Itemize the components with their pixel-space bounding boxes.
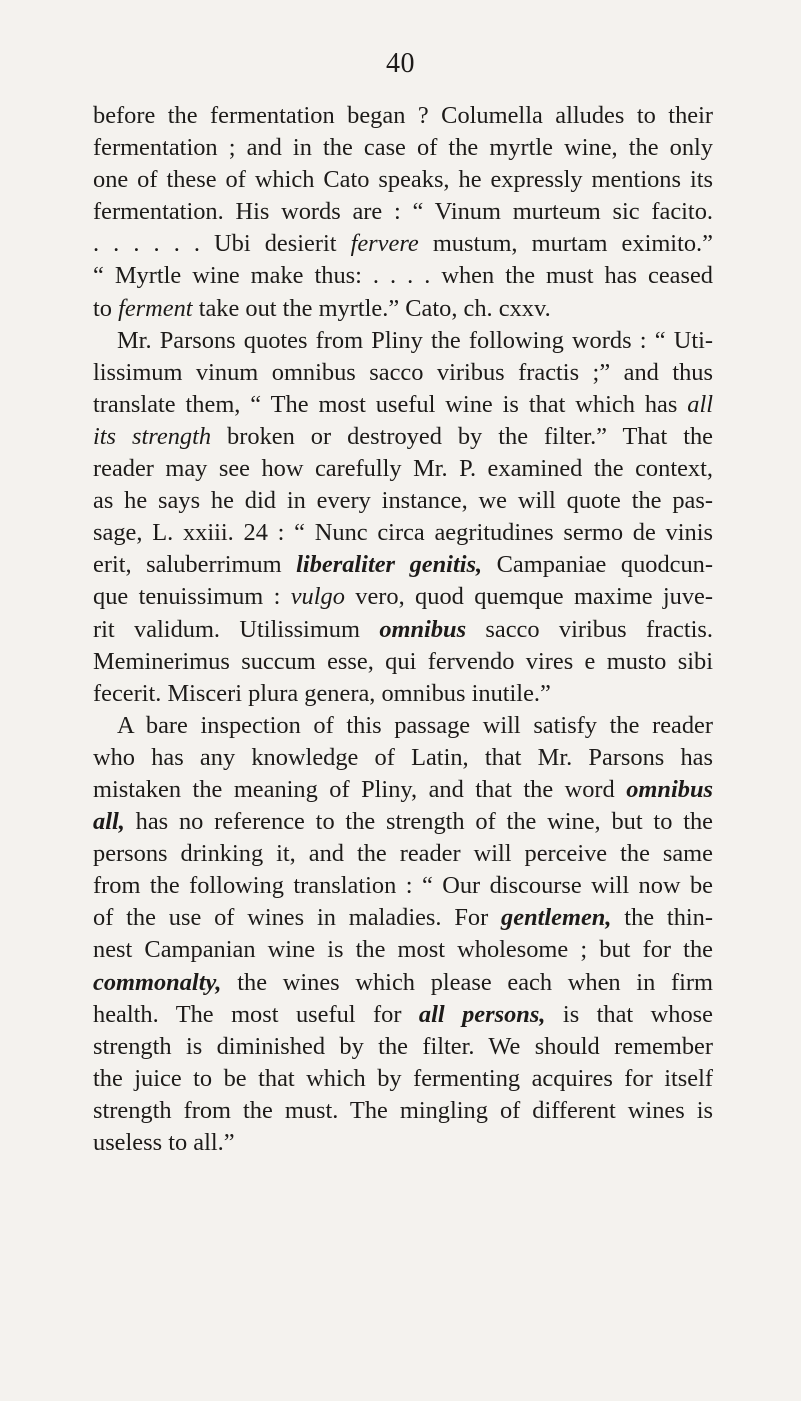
emphasis-text: omnibus	[626, 775, 713, 803]
text-run: broken or destroyed by the filter.” That the	[211, 422, 714, 450]
emphasis-text: liberaliter genitis,	[296, 551, 483, 579]
text-line	[93, 870, 713, 902]
text-run: one of these of which Cato speaks, he expressly mentions its	[93, 166, 713, 194]
text-run: strength is diminished by the filter. We should remember	[93, 1032, 713, 1060]
text-line	[93, 389, 713, 421]
text-run: who has any knowledge of Latin, that Mr. Parsons has	[93, 743, 713, 771]
text-line	[93, 1095, 713, 1127]
text-run: . . . . . . Ubi desierit	[93, 230, 351, 258]
page-number: 40	[386, 48, 415, 79]
text-run: of the use of wines in maladies. For	[93, 904, 502, 932]
text-line	[93, 710, 713, 742]
text-line	[93, 485, 713, 517]
text-run: is that whose	[545, 1000, 713, 1028]
text-run: vero, quod quemque maxime juve-	[344, 583, 713, 611]
text-line	[93, 100, 713, 132]
text-run: Meminerimus succum esse, qui fervendo vires e musto sibi	[93, 647, 713, 675]
text-line	[93, 164, 713, 196]
text-line	[93, 581, 713, 613]
text-run: the thin-	[611, 904, 713, 932]
text-line	[93, 614, 713, 646]
text-line	[93, 517, 713, 549]
text-line	[93, 260, 713, 292]
text-run: Campaniae quodcun-	[482, 551, 713, 579]
text-line	[93, 421, 713, 453]
text-run: health. The most useful for	[93, 1000, 419, 1028]
text-line	[93, 646, 713, 678]
text-run: Mr. Parsons quotes from Pliny the following words : “ Uti-	[117, 326, 713, 354]
italic-text: vulgo	[290, 583, 345, 611]
text-run: as he says he did in every instance, we will quote the pas-	[93, 487, 713, 515]
text-run: the wines which please each when in firm	[221, 968, 713, 996]
text-run: mustum, murtam eximito.”	[418, 230, 713, 258]
text-run: que tenuissimum :	[93, 583, 291, 611]
paragraph	[93, 710, 713, 1159]
body-text	[93, 100, 713, 1159]
text-line	[93, 132, 713, 164]
text-run: erit, saluberrimum	[93, 551, 297, 579]
emphasis-text: gentlemen,	[501, 904, 612, 932]
italic-text: its strength	[93, 422, 212, 450]
text-run: mistaken the meaning of Pliny, and that the word	[93, 775, 627, 803]
text-run: translate them, “ The most useful wine is that which has	[93, 390, 688, 418]
text-run: “ Myrtle wine make thus: . . . . when the must has ceased	[93, 262, 713, 290]
text-run: has no reference to the strength of the wine, but to the	[124, 808, 713, 836]
text-run: take out the myrtle.” Cato, ch. cxxv.	[192, 294, 551, 322]
text-line	[93, 838, 713, 870]
text-run: lissimum vinum omnibus sacco viribus fractis ;” and thus	[93, 358, 713, 386]
text-line	[93, 678, 713, 710]
text-run: useless to all.”	[93, 1129, 235, 1156]
text-line	[93, 1031, 713, 1063]
text-run: sacco viribus fractis.	[466, 615, 714, 643]
emphasis-text: omnibus	[379, 615, 467, 643]
emphasis-text: commonalty,	[93, 968, 222, 996]
emphasis-text: all,	[93, 808, 125, 836]
paragraph	[93, 325, 713, 710]
text-line	[93, 967, 713, 999]
text-run: reader may see how carefully Mr. P. examined the context,	[93, 455, 713, 483]
text-run: sage, L. xxiii. 24 : “ Nunc circa aegritudines sermo de vinis	[93, 519, 713, 547]
text-line	[93, 774, 713, 806]
text-run: rit validum. Utilissimum	[93, 615, 380, 643]
text-line	[93, 196, 713, 228]
paragraph	[93, 100, 713, 325]
text-run: nest Campanian wine is the most wholesome ; but for the	[93, 936, 713, 964]
text-line	[93, 228, 713, 260]
text-run: to	[93, 294, 119, 322]
text-run: fermentation ; and in the case of the myrtle wine, the only	[93, 134, 713, 162]
text-line	[93, 325, 713, 357]
text-line	[93, 453, 713, 485]
text-run: from the following translation : “ Our discourse will now be	[93, 872, 713, 900]
text-line	[93, 1063, 713, 1095]
text-run: strength from the must. The mingling of different wines is	[93, 1096, 713, 1124]
text-run: before the fermentation began ? Columella alludes to their	[93, 102, 713, 129]
text-run: fermentation. His words are : “ Vinum murteum sic facito.	[93, 198, 713, 226]
text-line	[93, 902, 713, 934]
text-run: persons drinking it, and the reader will perceive the same	[93, 840, 713, 868]
text-line	[93, 806, 713, 838]
text-line	[93, 934, 713, 966]
text-line	[93, 549, 713, 581]
text-run: the juice to be that which by fermenting acquires for itself	[93, 1064, 713, 1092]
text-line	[93, 1127, 713, 1159]
text-line	[93, 999, 713, 1031]
emphasis-text: all persons,	[418, 1000, 546, 1028]
italic-text: fervere	[350, 230, 419, 258]
text-run: fecerit. Misceri plura genera, omnibus inutile.”	[93, 679, 551, 707]
text-line	[93, 742, 713, 774]
text-line	[93, 357, 713, 389]
text-line	[93, 293, 713, 325]
text-run: A bare inspection of this passage will satisfy the reader	[117, 711, 713, 739]
italic-text: all	[687, 390, 713, 418]
italic-text: ferment	[118, 294, 193, 322]
